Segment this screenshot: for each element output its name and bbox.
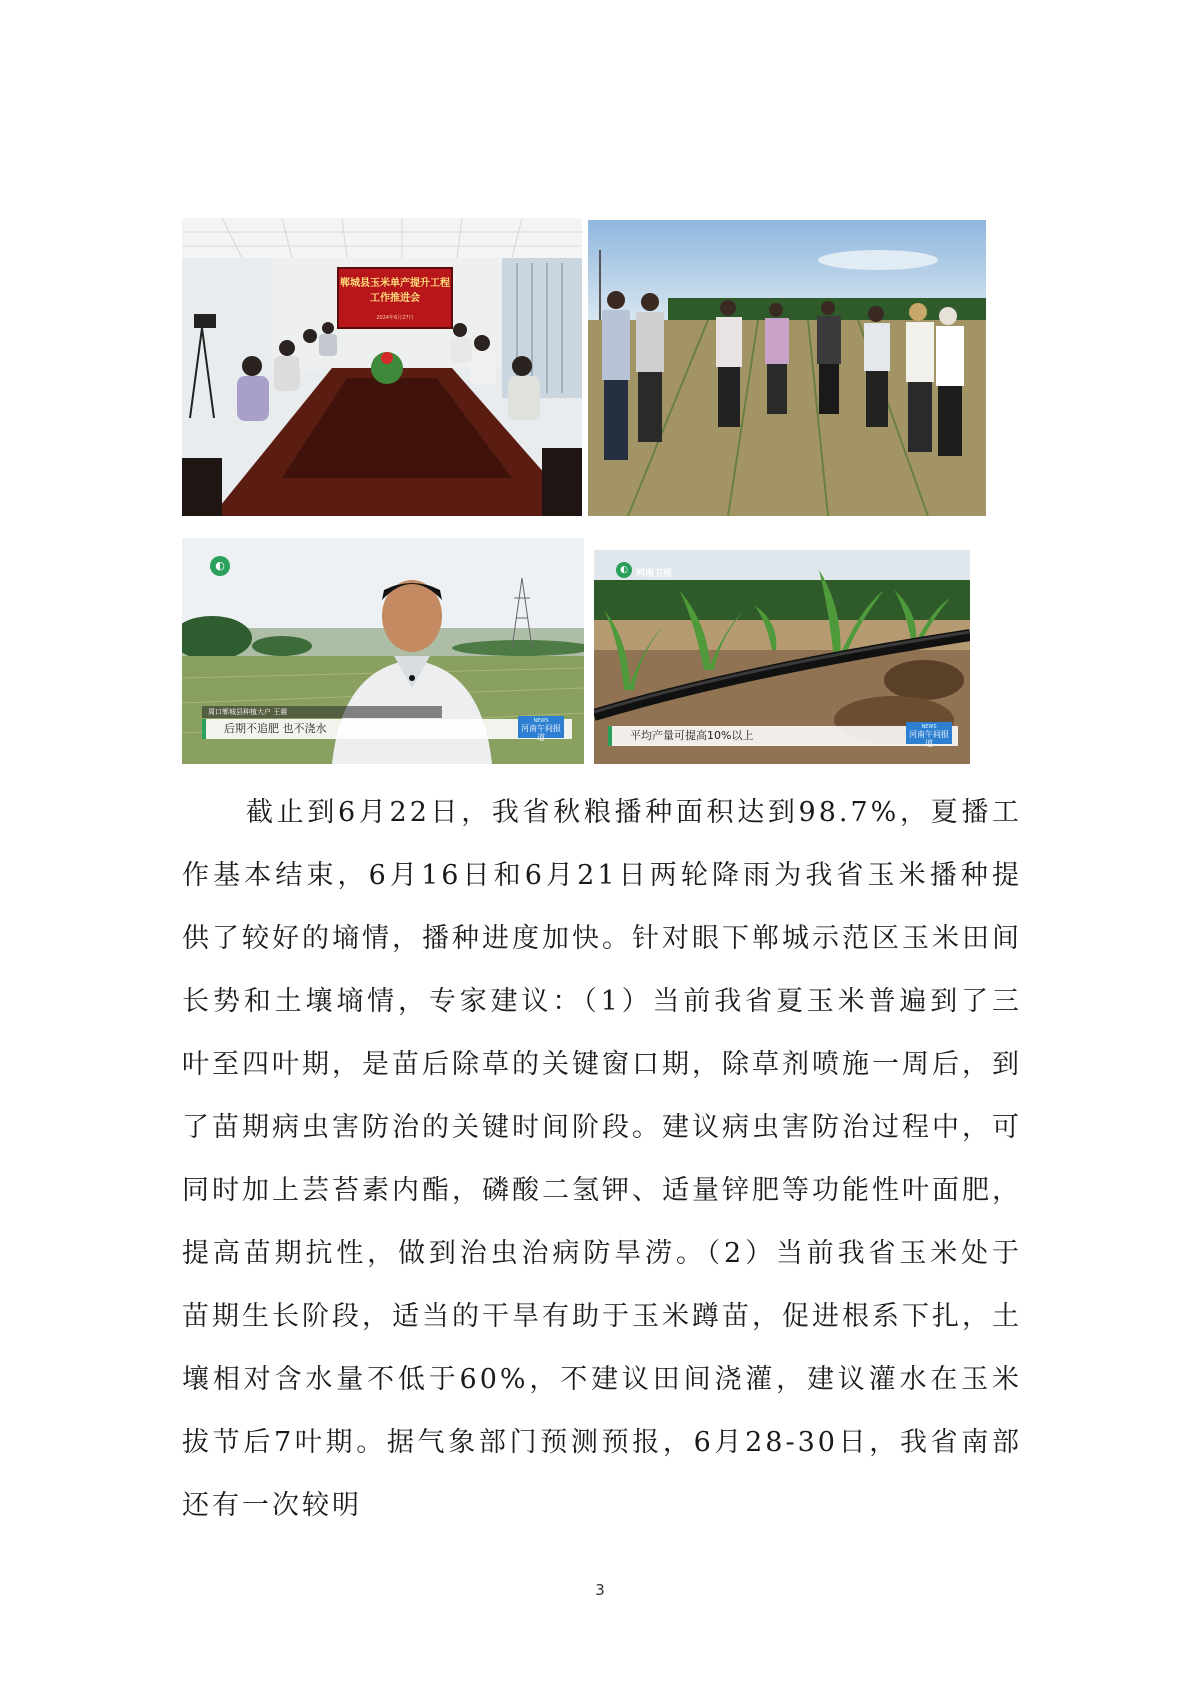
meeting-photo <box>182 218 582 516</box>
cornfield-news-logo-text: 河南午间报道 <box>909 730 949 748</box>
article-body <box>182 781 1022 1537</box>
interview-name-caption: 周口郸城县种植大户 王震 <box>202 706 442 718</box>
interview-photo <box>182 538 584 764</box>
interview-subtitle: 后期不追肥 也不浇水 <box>202 719 572 739</box>
channel-name: 河南卫视 <box>636 569 673 579</box>
channel-logo-icon: ◐ <box>616 562 632 578</box>
interview-news-logo-text: 河南午间报道 <box>521 724 561 742</box>
interview-news-tag: NEWS <box>533 718 549 724</box>
channel-logo-icon: ◐ <box>210 556 230 576</box>
meeting-banner-title: 郸城县玉米单产提升工程工作推进会 <box>340 278 450 304</box>
cornfield-news-tag: NEWS <box>921 724 937 730</box>
meeting-banner-date: 2024年6月27日 <box>376 315 414 321</box>
page-number: 3 <box>595 1581 605 1599</box>
interview-news-logo <box>518 716 564 742</box>
article-paragraph: 截止到6月22日，我省秋粮播种面积达到98.7%，夏播工作基本结束，6月16日和6月21日两轮降雨为我省玉米播种提供了较好的墒情，播种进度加快。针对眼下郸城示范区玉米田间长势和土壤墒情，专家建议：（1）当前我省夏玉米普遍到了三叶至四叶期，是苗后除草的关键窗口期，除草剂喷施一周后，到了苗期病虫害防治的关键时间阶段。建议病虫害防治过程中，可同时加上芸苔素内酯，磷酸二氢钾、适量锌肥等功能性叶面肥，提高苗期抗性，做到治虫治病防旱涝。（2）当前我省玉米处于苗期生长阶段，适当的干旱有助于玉米蹲苗，促进根系下扎，土壤相对含水量不低于60%，不建议田间浇灌，建议灌水在玉米拔节后7叶期。据气象部门预测预报，6月28-30日，我省南部还有一次较明 <box>182 797 1022 1521</box>
corn-seedling-photo <box>594 550 970 764</box>
cornfield-news-logo <box>906 722 952 748</box>
field-inspection-photo <box>588 220 986 516</box>
cornfield-subtitle: 平均产量可提高10%以上 <box>608 726 958 746</box>
